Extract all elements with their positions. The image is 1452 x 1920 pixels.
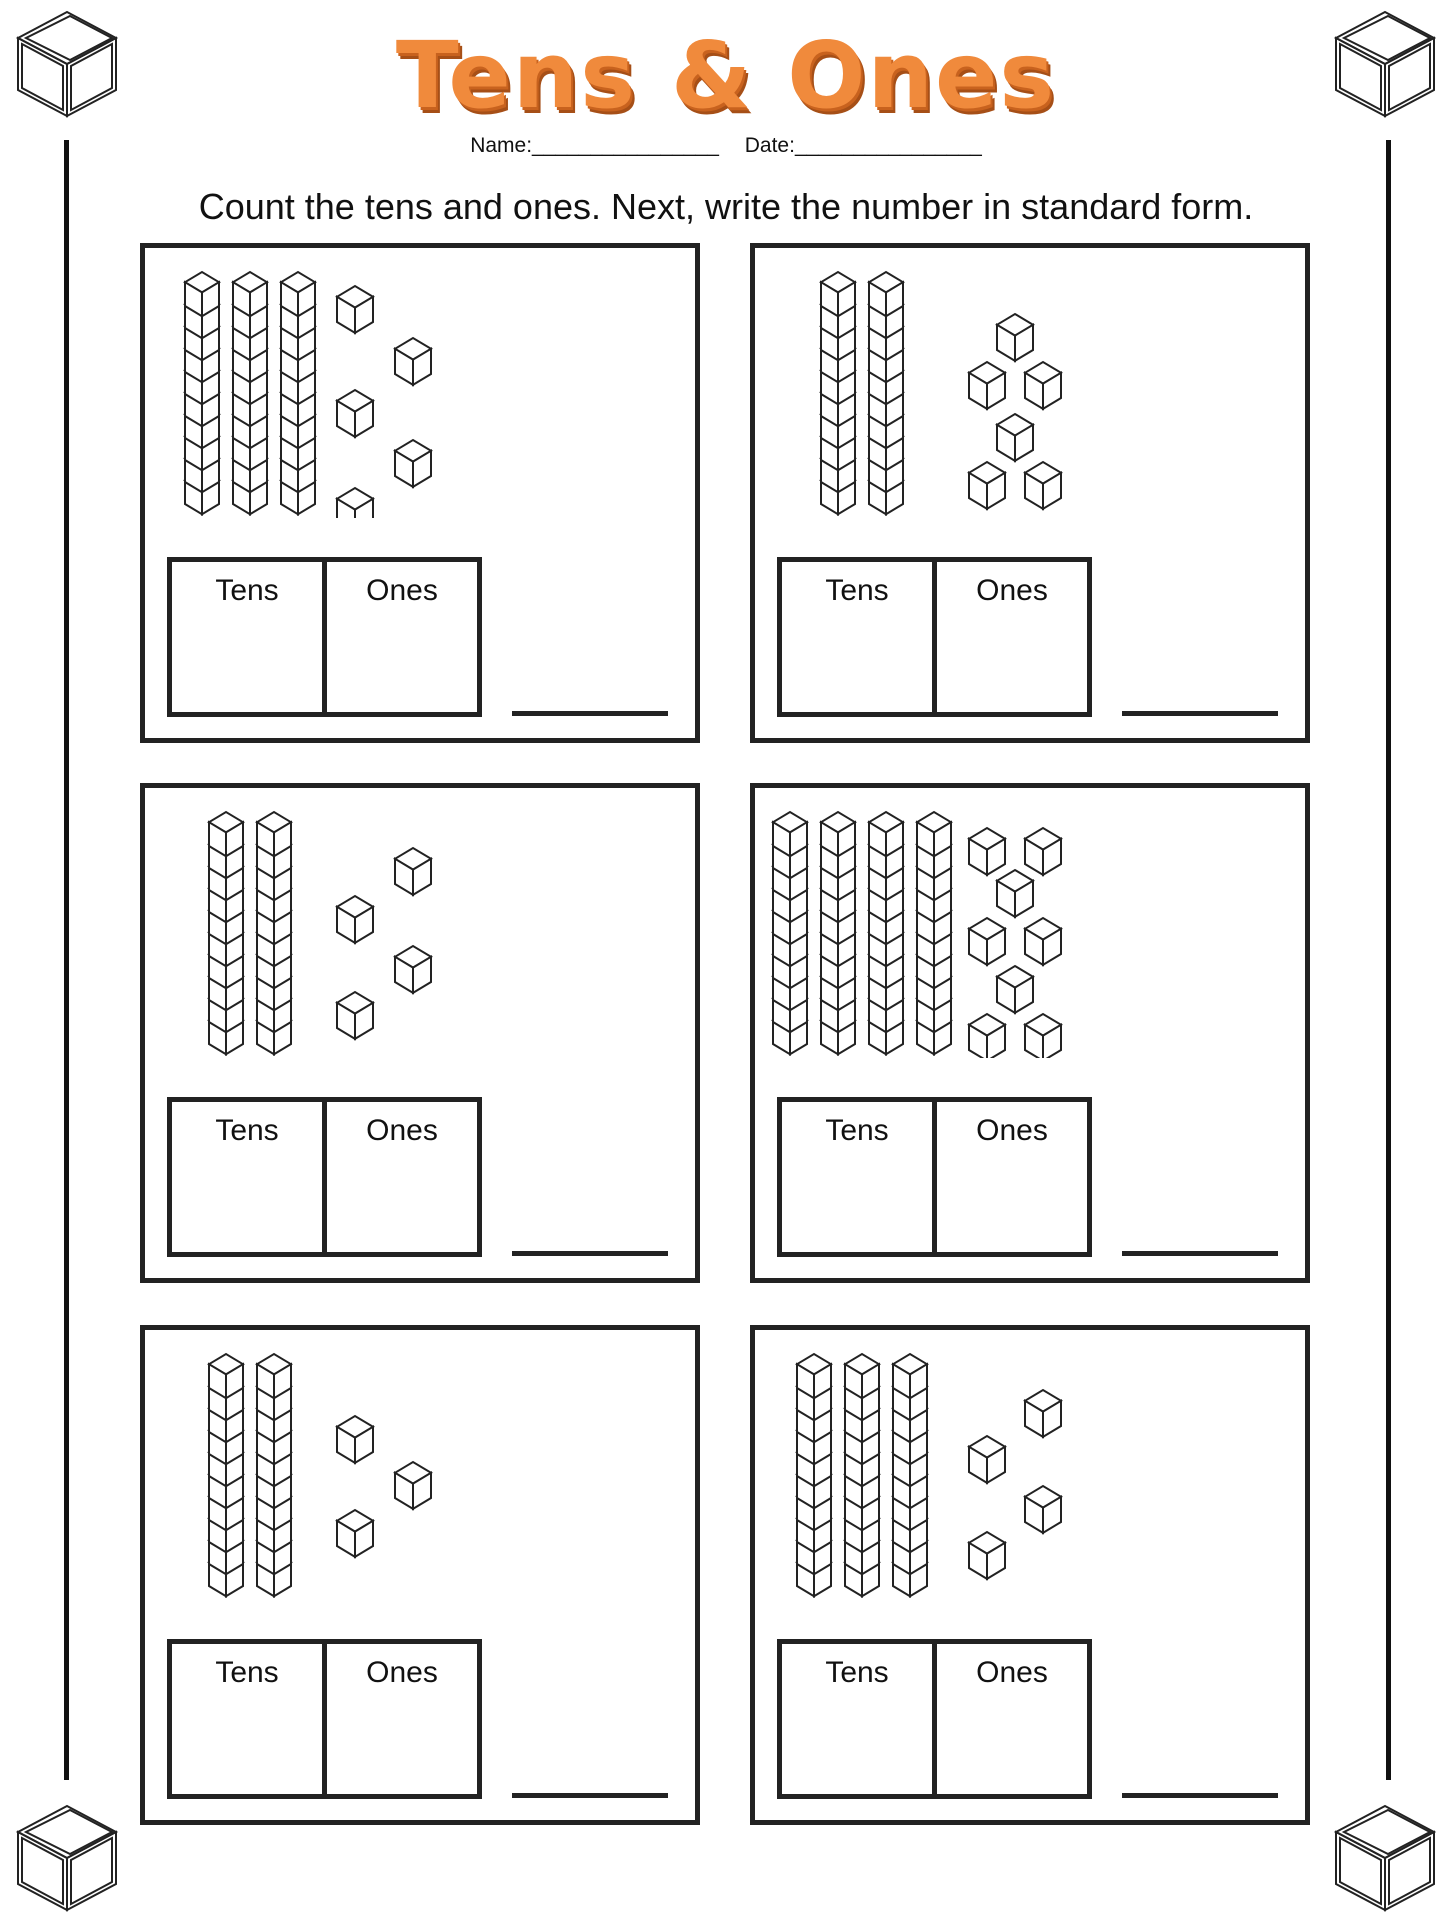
ten-rod-icon xyxy=(209,1354,243,1596)
ten-rod-icon xyxy=(821,812,855,1054)
unit-cube-icon xyxy=(1025,918,1061,965)
unit-cube-icon xyxy=(395,440,431,487)
name-date-row xyxy=(0,134,1452,158)
unit-cube-icon xyxy=(997,966,1033,1013)
ten-rod-icon xyxy=(845,1354,879,1596)
ten-rod-icon xyxy=(281,272,315,514)
unit-cube-icon xyxy=(1025,1486,1061,1533)
answer-line[interactable] xyxy=(1122,1793,1278,1798)
base-ten-blocks xyxy=(145,788,695,1058)
ten-rod-icon xyxy=(893,1354,927,1596)
problem-panel xyxy=(140,243,700,743)
unit-cube-icon xyxy=(997,414,1033,461)
place-value-chart xyxy=(167,1639,482,1799)
ones-box[interactable] xyxy=(932,562,1087,712)
unit-cube-icon xyxy=(1025,362,1061,409)
tens-label: Tens xyxy=(825,1656,889,1689)
unit-cube-icon xyxy=(1025,828,1061,875)
unit-cube-icon xyxy=(969,1532,1005,1579)
ones-label: Ones xyxy=(366,1656,438,1689)
tens-label: Tens xyxy=(215,1114,279,1147)
unit-cube-icon xyxy=(395,848,431,895)
ten-rod-icon xyxy=(773,812,807,1054)
unit-cube-icon xyxy=(395,1462,431,1509)
unit-cube-icon xyxy=(997,314,1033,361)
answer-line[interactable] xyxy=(512,711,668,716)
ten-rod-icon xyxy=(917,812,951,1054)
cube-icon xyxy=(1330,8,1440,120)
left-divider-line xyxy=(64,140,69,1780)
answer-line[interactable] xyxy=(1122,711,1278,716)
tens-box[interactable] xyxy=(782,562,932,712)
ones-box[interactable] xyxy=(322,562,477,712)
place-value-chart xyxy=(167,1097,482,1257)
unit-cube-icon xyxy=(997,870,1033,917)
cube-icon xyxy=(12,8,122,120)
tens-box[interactable] xyxy=(782,1102,932,1252)
unit-cube-icon xyxy=(1025,1390,1061,1437)
cube-icon xyxy=(1330,1802,1440,1914)
place-value-chart xyxy=(777,557,1092,717)
place-value-chart xyxy=(167,557,482,717)
tens-label: Tens xyxy=(215,1656,279,1689)
unit-cube-icon xyxy=(395,946,431,993)
unit-cube-icon xyxy=(337,286,373,333)
ten-rod-icon xyxy=(869,812,903,1054)
answer-line[interactable] xyxy=(1122,1251,1278,1256)
unit-cube-icon xyxy=(337,1510,373,1557)
ten-rod-icon xyxy=(185,272,219,514)
name-field[interactable]: Name:________________ xyxy=(470,134,719,157)
ten-rod-icon xyxy=(797,1354,831,1596)
ten-rod-icon xyxy=(209,812,243,1054)
ones-box[interactable] xyxy=(932,1644,1087,1794)
ones-box[interactable] xyxy=(322,1102,477,1252)
tens-box[interactable] xyxy=(172,1644,322,1794)
ones-label: Ones xyxy=(976,1114,1048,1147)
unit-cube-icon xyxy=(969,362,1005,409)
place-value-chart xyxy=(777,1639,1092,1799)
unit-cube-icon xyxy=(969,918,1005,965)
unit-cube-icon xyxy=(969,828,1005,875)
answer-line[interactable] xyxy=(512,1251,668,1256)
base-ten-blocks xyxy=(755,248,1305,518)
ones-label: Ones xyxy=(366,1114,438,1147)
instructions: Count the tens and ones. Next, write the number in standard form. xyxy=(198,186,1254,227)
page-title: Tens & Ones xyxy=(395,22,1057,129)
tens-label: Tens xyxy=(215,574,279,607)
unit-cube-icon xyxy=(969,1436,1005,1483)
problem-panel xyxy=(140,1325,700,1825)
ones-box[interactable] xyxy=(932,1102,1087,1252)
unit-cube-icon xyxy=(337,488,373,518)
unit-cube-icon xyxy=(969,1014,1005,1058)
ones-label: Ones xyxy=(366,574,438,607)
tens-label: Tens xyxy=(825,1114,889,1147)
problem-panel xyxy=(750,1325,1310,1825)
tens-box[interactable] xyxy=(172,1102,322,1252)
ten-rod-icon xyxy=(257,1354,291,1596)
unit-cube-icon xyxy=(395,338,431,385)
base-ten-blocks xyxy=(145,1330,695,1600)
unit-cube-icon xyxy=(337,1416,373,1463)
ten-rod-icon xyxy=(821,272,855,514)
tens-label: Tens xyxy=(825,574,889,607)
unit-cube-icon xyxy=(1025,1014,1061,1058)
date-field[interactable]: Date:________________ xyxy=(744,134,982,157)
tens-box[interactable] xyxy=(172,562,322,712)
unit-cube-icon xyxy=(337,390,373,437)
ones-label: Ones xyxy=(976,574,1048,607)
base-ten-blocks xyxy=(755,1330,1305,1600)
ten-rod-icon xyxy=(233,272,267,514)
base-ten-blocks xyxy=(755,788,1305,1058)
ten-rod-icon xyxy=(869,272,903,514)
problem-panel xyxy=(750,783,1310,1283)
right-divider-line xyxy=(1386,140,1391,1780)
unit-cube-icon xyxy=(969,462,1005,509)
base-ten-blocks xyxy=(145,248,695,518)
unit-cube-icon xyxy=(337,896,373,943)
problem-panel xyxy=(750,243,1310,743)
problem-panel xyxy=(140,783,700,1283)
ten-rod-icon xyxy=(257,812,291,1054)
answer-line[interactable] xyxy=(512,1793,668,1798)
unit-cube-icon xyxy=(337,992,373,1039)
ones-box[interactable] xyxy=(322,1644,477,1794)
cube-icon xyxy=(12,1802,122,1914)
ones-label: Ones xyxy=(976,1656,1048,1689)
unit-cube-icon xyxy=(1025,462,1061,509)
tens-box[interactable] xyxy=(782,1644,932,1794)
place-value-chart xyxy=(777,1097,1092,1257)
